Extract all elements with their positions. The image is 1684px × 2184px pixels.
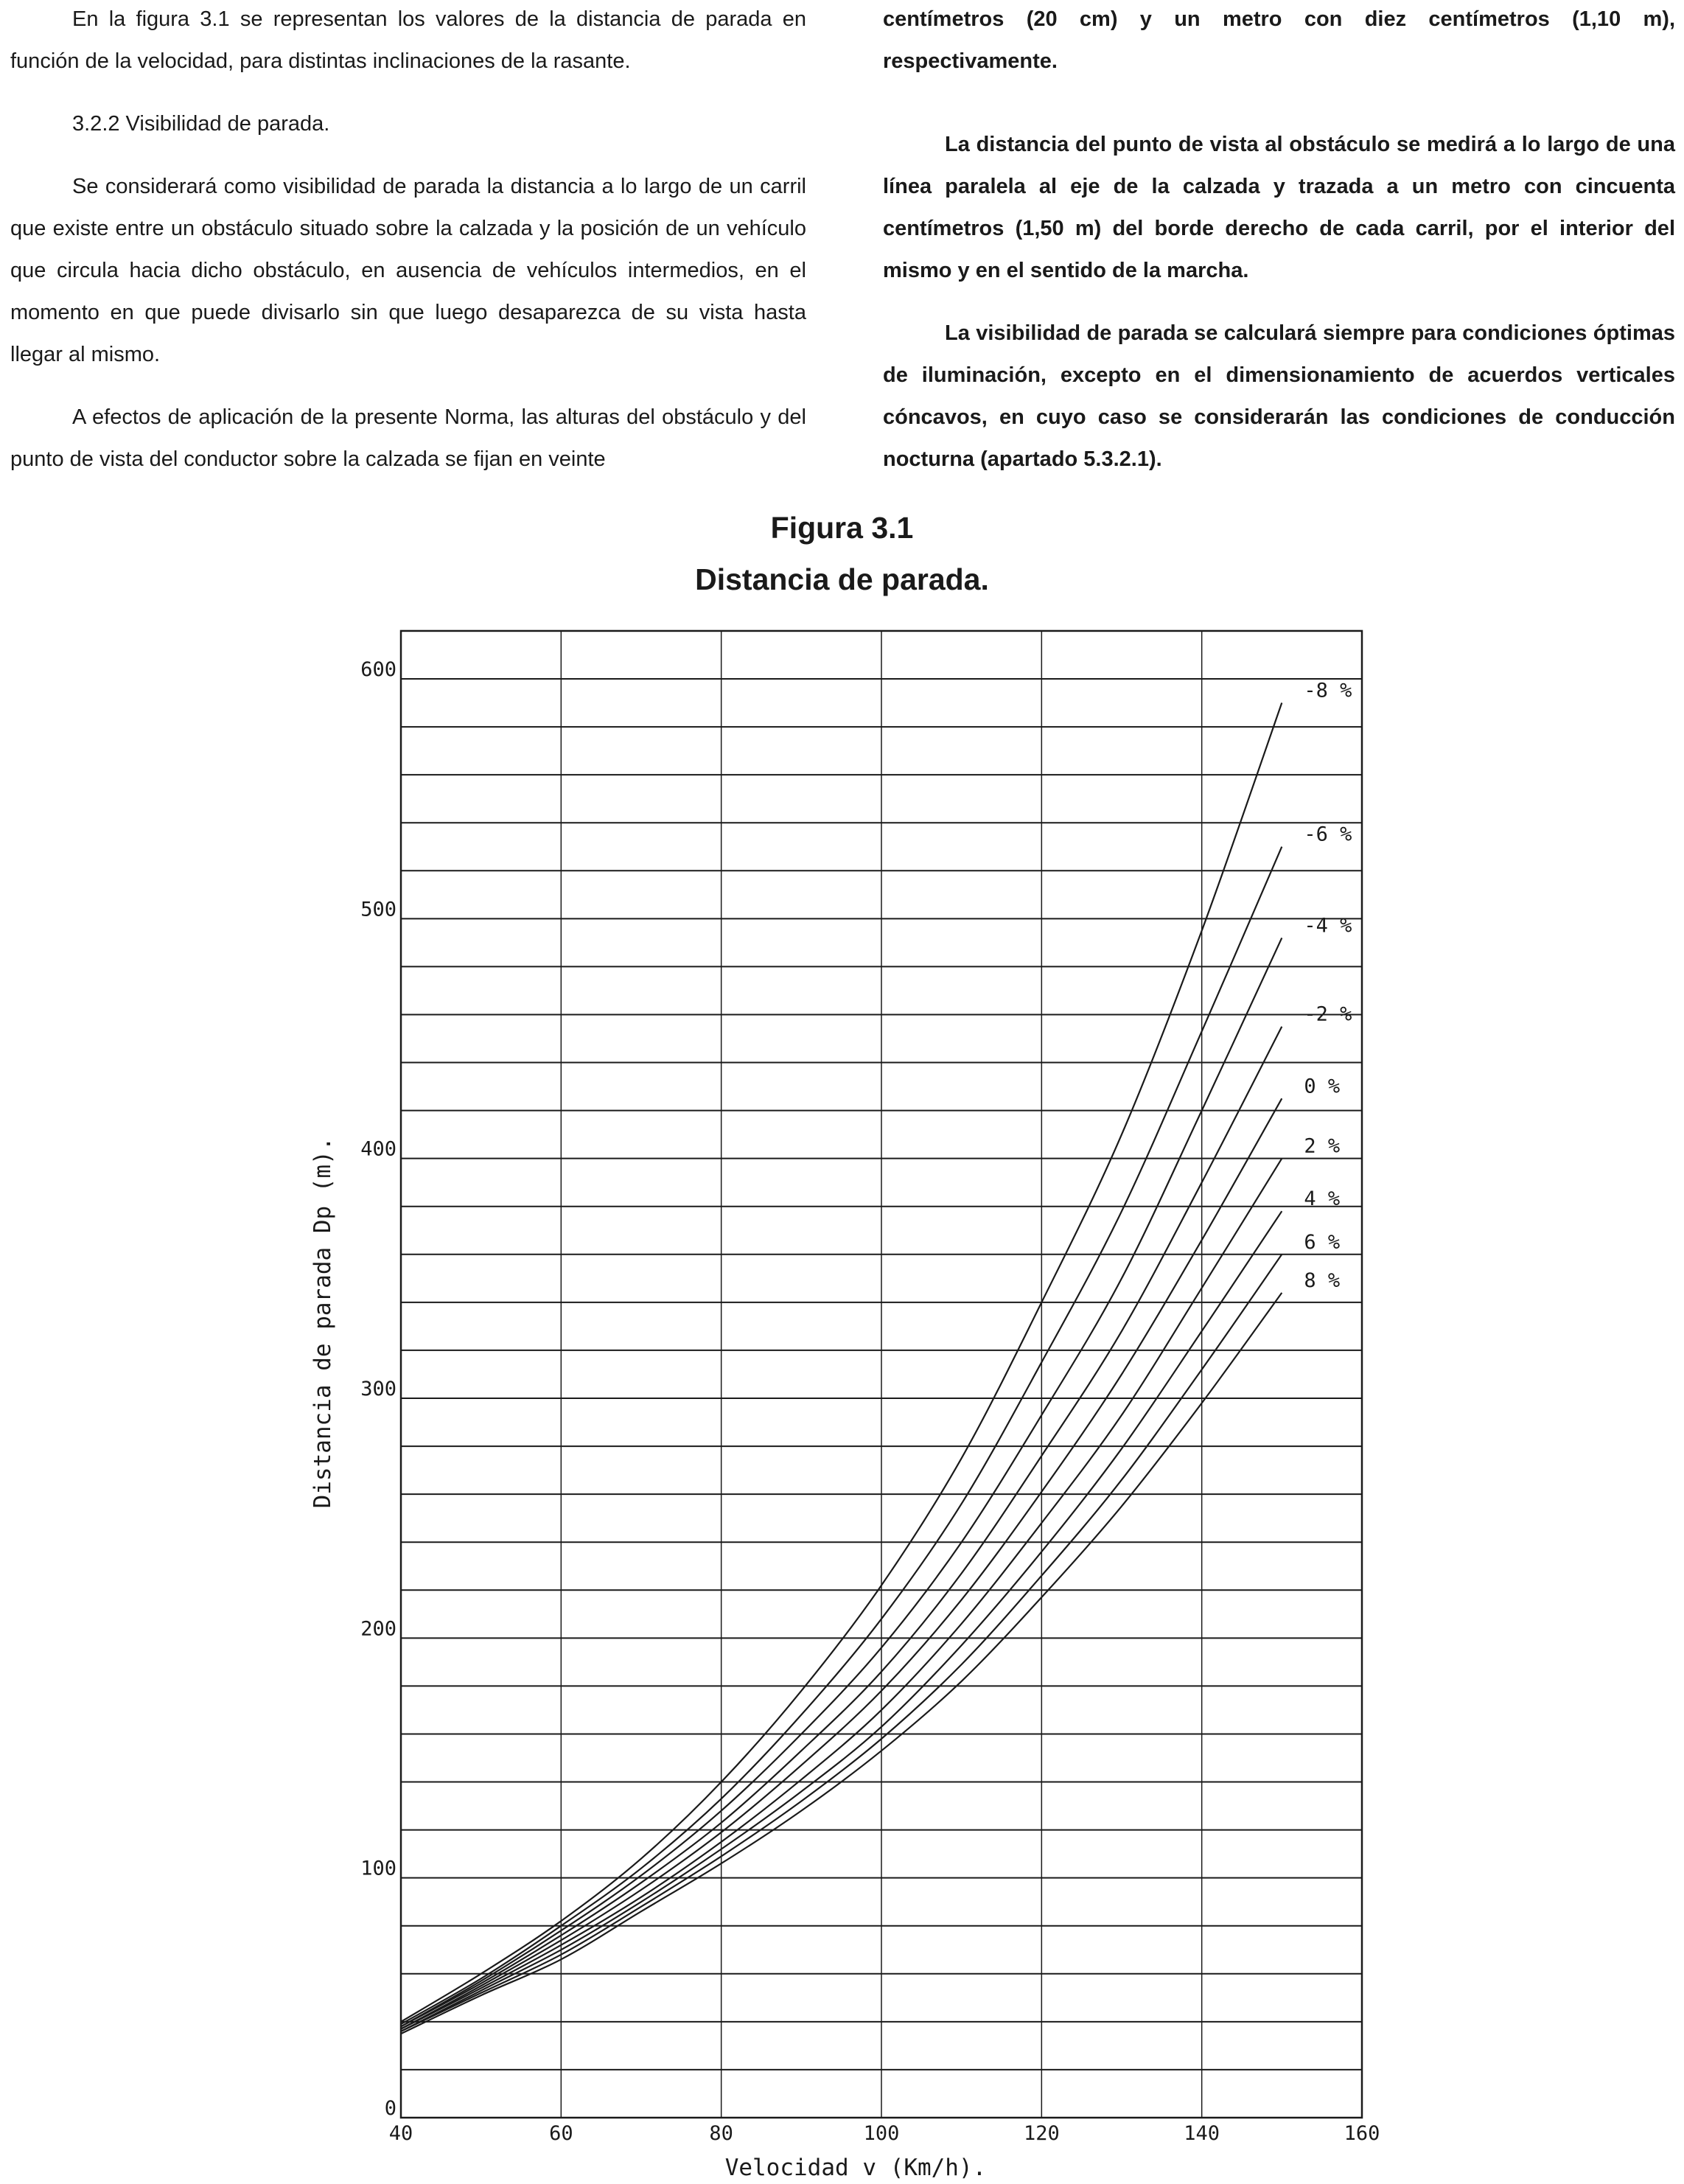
x-tick-label: 100: [863, 2122, 900, 2145]
series-label: 2 %: [1304, 1134, 1341, 1158]
figure-number: Figura 3.1: [770, 511, 914, 545]
y-axis-label: Distancia de parada Dp (m).: [310, 1137, 336, 1509]
x-tick-label: 80: [709, 2122, 733, 2145]
series-line: [401, 1211, 1282, 2031]
y-tick-label: 600: [360, 658, 396, 681]
series-line: [401, 1293, 1282, 2034]
series-line: [401, 1098, 1282, 2028]
x-tick-label: 120: [1023, 2122, 1060, 2145]
paragraph: Se considerará como visibilidad de parada la distancia a lo largo de un carril que existe entre un obstáculo situado sobre la calzada y la posición de un vehículo que circula hacia dicho obstáculo, en ausencia de vehículos intermedios, en el momento en que puede divisarlo sin que luego desaparezca de su vista hasta llegar al mismo.: [10, 175, 806, 366]
paragraph: La distancia del punto de vista al obstáculo se medirá a lo largo de una línea paralela al eje de la calzada y trazada a un metro con cincuenta centímetros (1,50 m) del borde derecho de cada carril, por el interior del mismo y en el sentido de la marcha.: [883, 133, 1675, 282]
y-tick-label: 300: [360, 1378, 396, 1400]
x-tick-label: 160: [1344, 2122, 1380, 2145]
y-tick-label: 500: [360, 898, 396, 921]
series-label: -6 %: [1304, 823, 1352, 846]
x-tick-label: 140: [1184, 2122, 1220, 2145]
series-line: [401, 847, 1282, 2024]
paragraph: centímetros (20 cm) y un metro con diez centímetros (1,10 m), respectivamente.: [883, 7, 1675, 73]
series-label: -2 %: [1304, 1002, 1352, 1026]
paragraph: En la figura 3.1 se representan los valores de la distancia de parada en función de la velocidad, para distintas inclinaciones de la rasante.: [10, 7, 806, 73]
series-line: [401, 938, 1282, 2026]
paragraph: A efectos de aplicación de la presente Norma, las alturas del obstáculo y del punto de vista del conductor sobre la calzada se fijan en veinte: [10, 405, 806, 471]
figure-caption: Distancia de parada.: [695, 562, 989, 596]
series-line: [401, 1159, 1282, 2029]
series-label: -8 %: [1304, 679, 1352, 702]
x-axis-label: Velocidad v (Km/h).: [724, 2155, 987, 2181]
series-label: 0 %: [1304, 1075, 1341, 1098]
y-tick-label: 0: [384, 2097, 396, 2120]
paragraph: La visibilidad de parada se calculará siempre para condiciones óptimas de iluminación, excepto en el dimensionamiento de acuerdos verticales cóncavos, en cuyo caso se considerarán las condiciones de conducción nocturna (apartado 5.3.2.1).: [883, 321, 1675, 471]
section-heading: 3.2.2 Visibilidad de parada.: [72, 112, 330, 136]
series-label: 4 %: [1304, 1187, 1341, 1211]
series-line: [401, 1027, 1282, 2027]
series-label: -4 %: [1304, 914, 1352, 938]
y-tick-label: 400: [360, 1137, 396, 1161]
series-label: 6 %: [1304, 1230, 1341, 1254]
y-tick-label: 100: [360, 1857, 396, 1880]
y-tick-label: 200: [360, 1617, 396, 1641]
x-tick-label: 60: [549, 2122, 573, 2145]
series-label: 8 %: [1304, 1269, 1341, 1292]
x-tick-label: 40: [388, 2122, 413, 2145]
series-line: [401, 703, 1282, 2022]
